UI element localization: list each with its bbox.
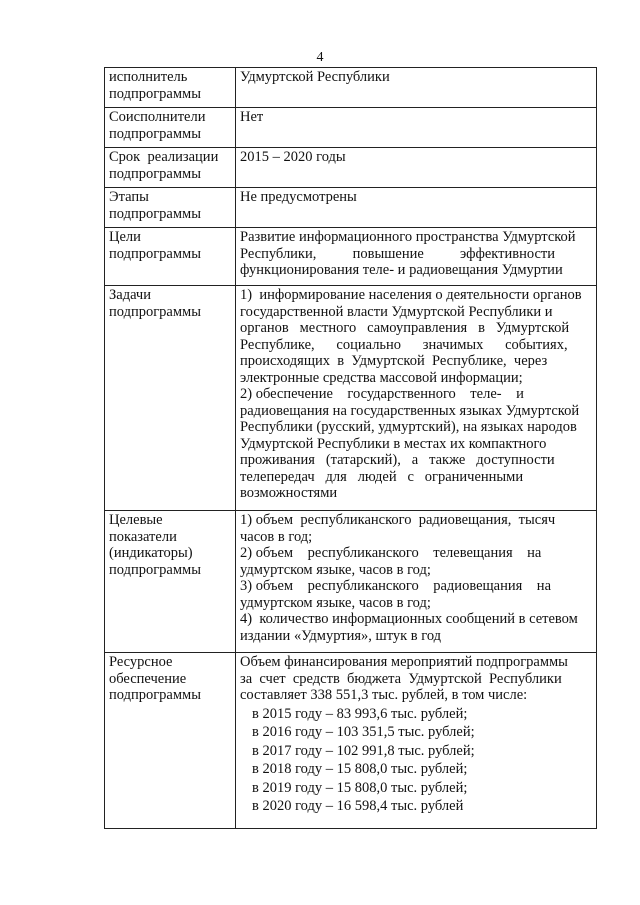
- value-line: 4) количество информационных сообщений в сетевом: [240, 611, 578, 627]
- value-line: издании «Удмуртия», штук в год: [240, 627, 442, 644]
- label-line: подпрограммы: [109, 205, 201, 222]
- row-label: [105, 653, 236, 829]
- table-row-co-executors: [105, 108, 597, 148]
- label-line: Задачи: [109, 287, 151, 303]
- label-line: Этапы: [109, 189, 149, 205]
- value-line: Не предусмотрены: [240, 189, 357, 205]
- funding-year-line: в 2020 году – 16 598,4 тыс. рублей: [252, 798, 464, 814]
- row-label: [105, 286, 236, 511]
- row-value: [236, 286, 597, 511]
- value-line: составляет 338 551,3 тыс. рублей, в том числе:: [240, 687, 528, 703]
- value-line: телепередач для людей с ограниченными: [240, 468, 524, 485]
- table-row-indicators: [105, 511, 597, 653]
- label-line: Срок реализации: [109, 149, 219, 165]
- funding-year-line: в 2018 году – 15 808,0 тыс. рублей;: [252, 761, 468, 777]
- value-line: Республики (русский, удмуртский), на языках народов: [240, 419, 577, 435]
- label-line: подпрограммы: [109, 245, 201, 262]
- value-line: удмуртском языке, часов в год;: [240, 561, 431, 578]
- label-line: Целевые: [109, 512, 163, 528]
- subprogram-passport-table: [104, 67, 597, 829]
- label-line: подпрограммы: [109, 561, 201, 578]
- funding-year-line: в 2016 году – 103 351,5 тыс. рублей;: [252, 724, 475, 740]
- value-line: происходящих в Удмуртской Республике, через: [240, 353, 548, 369]
- label-line: Соисполнители: [109, 109, 206, 125]
- table-row-executor: [105, 68, 597, 108]
- value-line: Развитие информационного пространства Удмуртской: [240, 229, 576, 245]
- funding-year-line: в 2015 году – 83 993,6 тыс. рублей;: [252, 705, 468, 722]
- row-label: [105, 148, 236, 188]
- value-line: удмуртском языке, часов в год;: [240, 594, 431, 611]
- label-line: подпрограммы: [109, 85, 201, 102]
- table-row-tasks: [105, 286, 597, 511]
- value-line: государственной власти Удмуртской Республики и: [240, 303, 553, 320]
- value-line: 2) объем республиканского телевещания на: [240, 545, 542, 561]
- row-label: [105, 108, 236, 148]
- row-value: [236, 108, 597, 148]
- row-value: [236, 148, 597, 188]
- row-value: [236, 188, 597, 228]
- value-line: 1) информирование населения о деятельности органов: [240, 287, 582, 303]
- value-line: 3) объем республиканского радиовещания на: [240, 578, 551, 594]
- label-line: подпрограммы: [109, 687, 201, 703]
- table-row-resources: [105, 653, 597, 829]
- label-line: (индикаторы): [109, 545, 193, 561]
- value-line: 2) обеспечение государственного теле- и: [240, 386, 524, 402]
- row-label: [105, 228, 236, 286]
- value-line: Удмуртской Республики в местах их компактного: [240, 435, 547, 452]
- funding-year-line: в 2017 году – 102 991,8 тыс. рублей;: [252, 742, 475, 759]
- value-line: проживания (татарский), а также доступности: [240, 452, 555, 468]
- value-line: Объем финансирования мероприятий подпрограммы: [240, 654, 568, 670]
- value-line: функционирования теле- и радиовещания Удмуртии: [240, 262, 563, 278]
- value-line: Республике, социально значимых событиях,: [240, 336, 568, 353]
- value-line: за счет средств бюджета Удмуртской Республики: [240, 670, 562, 687]
- label-line: подпрограммы: [109, 165, 201, 182]
- row-label: [105, 68, 236, 108]
- row-value: [236, 228, 597, 286]
- table-row-goals: [105, 228, 597, 286]
- label-line: обеспечение: [109, 670, 187, 687]
- label-line: показатели: [109, 528, 177, 545]
- label-line: Цели: [109, 229, 141, 245]
- label-line: Ресурсное: [109, 654, 173, 670]
- value-line: возможностями: [240, 485, 338, 501]
- value-line: радиовещания на государственных языках Удмуртской: [240, 402, 580, 419]
- value-line: Нет: [240, 109, 264, 125]
- value-line: 2015 – 2020 годы: [240, 149, 346, 165]
- table-row-term: [105, 148, 597, 188]
- value-line: 1) объем республиканского радиовещания, тысяч: [240, 512, 556, 528]
- value-line: Удмуртской Республики: [240, 69, 390, 85]
- label-line: подпрограммы: [109, 303, 201, 320]
- label-line: подпрограммы: [109, 125, 201, 142]
- label-line: исполнитель: [109, 69, 188, 85]
- row-value: [236, 68, 597, 108]
- row-value: [236, 511, 597, 653]
- row-label: [105, 511, 236, 653]
- row-value: [236, 653, 597, 829]
- table-row-stages: [105, 188, 597, 228]
- value-line: электронные средства массовой информации;: [240, 369, 523, 386]
- funding-year-line: в 2019 году – 15 808,0 тыс. рублей;: [252, 779, 468, 796]
- row-label: [105, 188, 236, 228]
- page-number: 4: [316, 50, 324, 65]
- value-line: Республики, повышение эффективности: [240, 245, 555, 262]
- value-line: часов в год;: [240, 528, 313, 545]
- value-line: органов местного самоуправления в Удмуртской: [240, 320, 570, 336]
